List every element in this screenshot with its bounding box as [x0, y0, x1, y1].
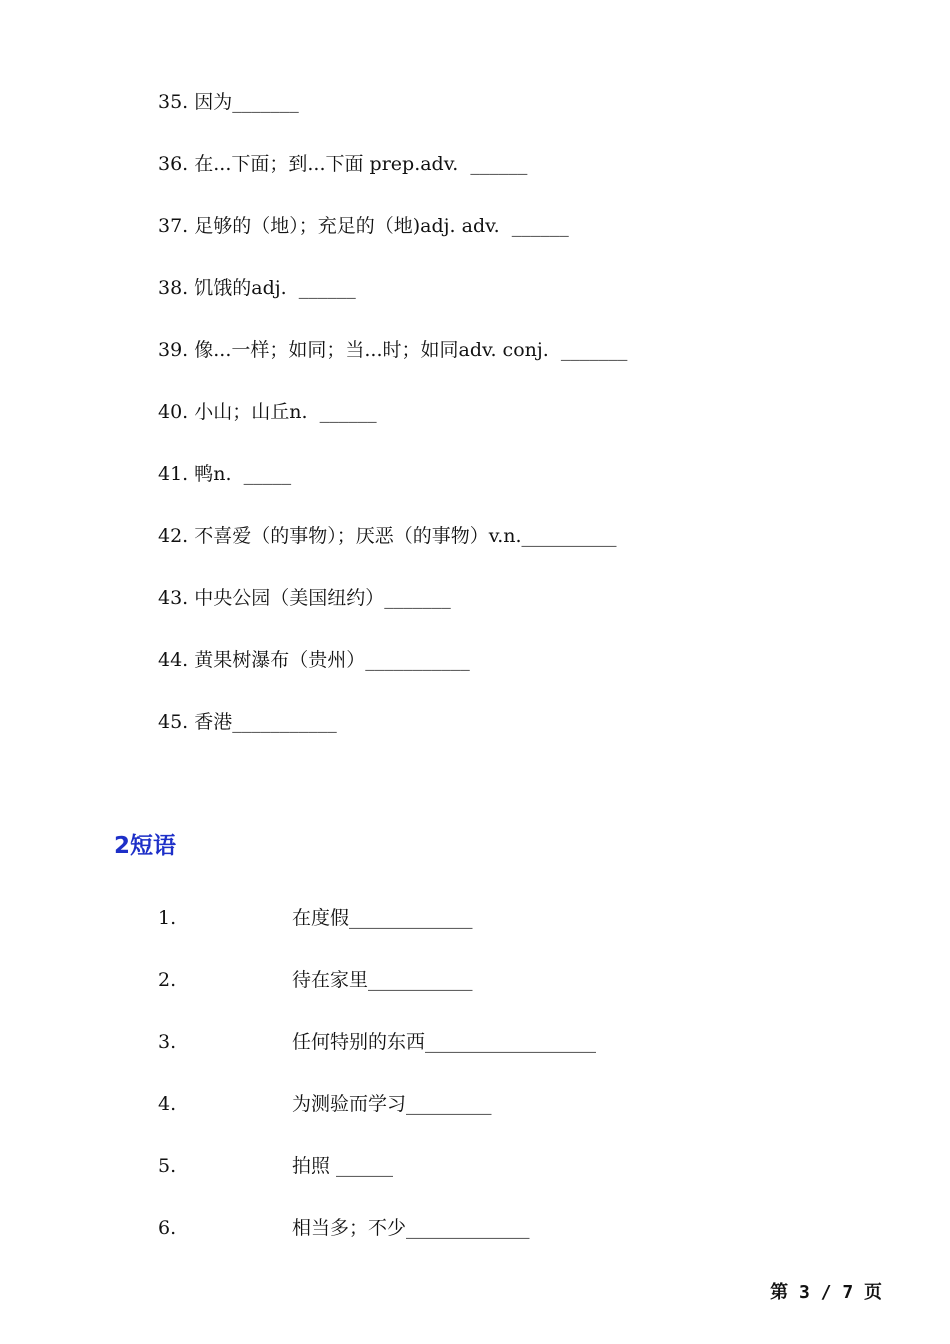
- list-item: 40. 小山；山丘n. ______: [158, 401, 377, 423]
- list-item: 2. 待在家里___________: [158, 969, 473, 991]
- list-item: 39. 像...一样；如同；当...时；如同adv. conj. _______: [158, 339, 628, 361]
- list-item: 6. 相当多；不少_____________: [158, 1217, 530, 1239]
- list-item: 44. 黄果树瀑布（贵州）___________: [158, 649, 470, 671]
- list-item: 35. 因为_______: [158, 91, 299, 113]
- list-item: 45. 香港___________: [158, 711, 337, 733]
- list-item: 36. 在...下面；到...下面 prep.adv. ______: [158, 153, 528, 175]
- list-item: 5. 拍照 ______: [158, 1155, 394, 1177]
- page-number: 第 3 / 7 页: [770, 1282, 882, 1303]
- list-item: 43. 中央公园（美国纽约）_______: [158, 587, 451, 609]
- list-item: 37. 足够的（地）；充足的（地)adj. adv. ______: [158, 215, 569, 237]
- list-item: 41. 鸭n. _____: [158, 463, 292, 485]
- list-item: 38. 饥饿的adj. ______: [158, 277, 356, 299]
- list-item: 42. 不喜爱（的事物）；厌恶（的事物）v.n.__________: [158, 525, 617, 547]
- list-item: 3. 任何特别的东西__________________: [158, 1031, 597, 1053]
- list-item: 1. 在度假_____________: [158, 907, 473, 929]
- list-item: 4. 为测验而学习_________: [158, 1093, 492, 1115]
- section-heading: 2短语: [114, 833, 177, 859]
